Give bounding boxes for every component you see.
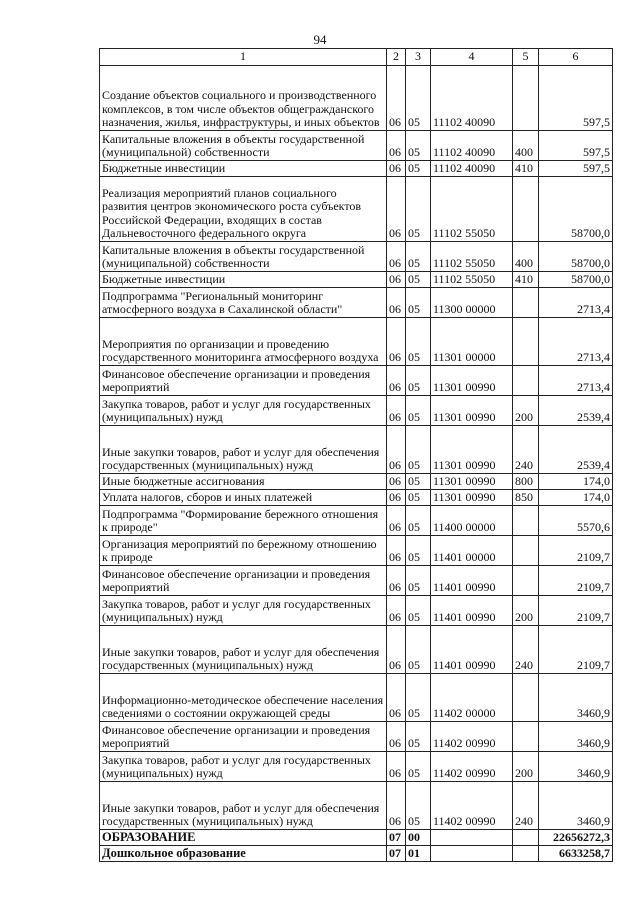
row-section-code: 06 <box>387 272 406 288</box>
row-target-article: 11402 00990 <box>431 782 513 830</box>
row-expense-type: 800 <box>513 474 539 490</box>
row-name: Финансовое обеспечение организации и проведения мероприятий <box>100 722 387 752</box>
row-section-code: 06 <box>387 506 406 536</box>
row-subsection-code: 05 <box>406 474 431 490</box>
row-subsection-code: 05 <box>406 161 431 177</box>
row-target-article: 11102 55050 <box>431 177 513 242</box>
header-row <box>100 49 613 66</box>
row-amount: 5570,6 <box>539 506 613 536</box>
row-amount: 2109,7 <box>539 536 613 566</box>
row-expense-type: 410 <box>513 161 539 177</box>
row-target-article: 11102 55050 <box>431 272 513 288</box>
row-amount: 3460,9 <box>539 722 613 752</box>
row-expense-type: 240 <box>513 426 539 474</box>
row-amount: 2109,7 <box>539 596 613 626</box>
row-subsection-code: 05 <box>406 272 431 288</box>
page-number: 94 <box>313 32 327 47</box>
row-expense-type: 200 <box>513 396 539 426</box>
row-name: Иные закупки товаров, работ и услуг для обеспечения государственных (муниципальных) нужд <box>100 782 387 830</box>
header-col-section: 2 <box>387 49 406 66</box>
row-expense-type: 240 <box>513 626 539 674</box>
row-subsection-code: 05 <box>406 626 431 674</box>
row-target-article: 11102 40090 <box>431 66 513 131</box>
row-expense-type: 850 <box>513 490 539 506</box>
row-section-code: 06 <box>387 177 406 242</box>
row-target-article: 11401 00000 <box>431 536 513 566</box>
row-amount: 597,5 <box>539 131 613 161</box>
row-name: Закупка товаров, работ и услуг для государственных (муниципальных) нужд <box>100 596 387 626</box>
row-section-code: 06 <box>387 490 406 506</box>
row-target-article: 11400 00000 <box>431 506 513 536</box>
row-name: Бюджетные инвестиции <box>100 161 387 177</box>
row-name: Финансовое обеспечение организации и проведения мероприятий <box>100 566 387 596</box>
table-row <box>100 474 613 490</box>
row-section-code: 06 <box>387 474 406 490</box>
row-name: Мероприятия по организации и проведению государственного мониторинга атмосферного воздуха <box>100 318 387 366</box>
row-target-article: 11301 00990 <box>431 366 513 396</box>
row-section-code: 06 <box>387 161 406 177</box>
row-section-code: 06 <box>387 596 406 626</box>
row-amount: 597,5 <box>539 161 613 177</box>
row-expense-type <box>513 177 539 242</box>
row-amount: 597,5 <box>539 66 613 131</box>
table-row <box>100 396 613 426</box>
row-section-code: 06 <box>387 131 406 161</box>
table-row <box>100 566 613 596</box>
row-name: Иные закупки товаров, работ и услуг для обеспечения государственных (муниципальных) нужд <box>100 626 387 674</box>
header-col-expense-type: 5 <box>513 49 539 66</box>
row-name: Иные закупки товаров, работ и услуг для обеспечения государственных (муниципальных) нужд <box>100 426 387 474</box>
row-name: Подпрограмма "Формирование бережного отношения к природе" <box>100 506 387 536</box>
table-row <box>100 161 613 177</box>
table-row <box>100 177 613 242</box>
row-subsection-code: 05 <box>406 596 431 626</box>
row-subsection-code: 05 <box>406 288 431 318</box>
row-amount: 2713,4 <box>539 366 613 396</box>
row-amount: 58700,0 <box>539 177 613 242</box>
row-target-article <box>431 830 513 846</box>
row-name: Подпрограмма "Региональный мониторинг атмосферного воздуха в Сахалинской области" <box>100 288 387 318</box>
row-section-code: 06 <box>387 782 406 830</box>
row-amount: 174,0 <box>539 474 613 490</box>
row-expense-type <box>513 566 539 596</box>
row-name: Информационно-методическое обеспечение населения сведениями о состоянии окружающей среды <box>100 674 387 722</box>
table-row <box>100 288 613 318</box>
table-row <box>100 536 613 566</box>
row-subsection-code: 05 <box>406 506 431 536</box>
row-expense-type <box>513 722 539 752</box>
row-target-article: 11401 00990 <box>431 596 513 626</box>
row-section-code: 06 <box>387 66 406 131</box>
row-subsection-code: 05 <box>406 426 431 474</box>
header-col-amount: 6 <box>539 49 613 66</box>
row-amount: 2539,4 <box>539 396 613 426</box>
table-row <box>100 674 613 722</box>
row-amount: 2713,4 <box>539 288 613 318</box>
row-name: Капитальные вложения в объекты государственной (муниципальной) собственности <box>100 131 387 161</box>
row-section-code: 06 <box>387 396 406 426</box>
row-section-code: 06 <box>387 366 406 396</box>
table-row <box>100 782 613 830</box>
budget-table <box>99 48 613 862</box>
row-expense-type: 200 <box>513 596 539 626</box>
row-amount: 3460,9 <box>539 674 613 722</box>
row-section-code: 06 <box>387 288 406 318</box>
row-target-article: 11402 00990 <box>431 752 513 782</box>
row-amount: 22656272,3 <box>539 830 613 846</box>
row-subsection-code: 05 <box>406 131 431 161</box>
table-row <box>100 722 613 752</box>
row-target-article <box>431 846 513 862</box>
row-subsection-code: 05 <box>406 177 431 242</box>
table-row <box>100 490 613 506</box>
header-col-target-article: 4 <box>431 49 513 66</box>
row-subsection-code: 05 <box>406 318 431 366</box>
row-subsection-code: 05 <box>406 366 431 396</box>
row-target-article: 11401 00990 <box>431 626 513 674</box>
row-name: ОБРАЗОВАНИЕ <box>100 830 387 846</box>
row-name: Бюджетные инвестиции <box>100 272 387 288</box>
row-expense-type <box>513 318 539 366</box>
row-name: Организация мероприятий по бережному отношению к природе <box>100 536 387 566</box>
row-section-code: 06 <box>387 566 406 596</box>
row-section-code: 06 <box>387 426 406 474</box>
row-subsection-code: 05 <box>406 722 431 752</box>
table-row <box>100 596 613 626</box>
row-subsection-code: 05 <box>406 674 431 722</box>
table-row <box>100 752 613 782</box>
row-expense-type <box>513 830 539 846</box>
row-amount: 2713,4 <box>539 318 613 366</box>
row-target-article: 11301 00000 <box>431 318 513 366</box>
row-section-code: 07 <box>387 830 406 846</box>
row-subsection-code: 05 <box>406 490 431 506</box>
row-amount: 3460,9 <box>539 782 613 830</box>
row-expense-type <box>513 66 539 131</box>
row-amount: 58700,0 <box>539 242 613 272</box>
row-target-article: 11402 00000 <box>431 674 513 722</box>
row-name: Создание объектов социального и производственного комплексов, в том числе объектов общегражданского назначения, жилья, инфраструктуры, и иных объектов <box>100 66 387 131</box>
row-amount: 6633258,7 <box>539 846 613 862</box>
row-subsection-code: 05 <box>406 782 431 830</box>
row-subsection-code: 05 <box>406 566 431 596</box>
table-row <box>100 366 613 396</box>
row-expense-type <box>513 846 539 862</box>
row-expense-type: 410 <box>513 272 539 288</box>
row-target-article: 11301 00990 <box>431 474 513 490</box>
table-row <box>100 318 613 366</box>
row-subsection-code: 05 <box>406 752 431 782</box>
row-name: Закупка товаров, работ и услуг для государственных (муниципальных) нужд <box>100 396 387 426</box>
table-row <box>100 272 613 288</box>
row-expense-type <box>513 506 539 536</box>
row-amount: 2109,7 <box>539 626 613 674</box>
row-amount: 58700,0 <box>539 272 613 288</box>
table-row <box>100 846 613 862</box>
row-expense-type <box>513 674 539 722</box>
row-section-code: 06 <box>387 722 406 752</box>
row-name: Дошкольное образование <box>100 846 387 862</box>
row-name: Реализация мероприятий планов социального развития центров экономического роста субъектов Российской Федерации, входящих в состав Дальневосточного федерального округа <box>100 177 387 242</box>
row-section-code: 06 <box>387 674 406 722</box>
row-expense-type <box>513 366 539 396</box>
table-row <box>100 830 613 846</box>
row-expense-type: 400 <box>513 131 539 161</box>
row-section-code: 06 <box>387 626 406 674</box>
row-section-code: 07 <box>387 846 406 862</box>
row-amount: 174,0 <box>539 490 613 506</box>
table-row <box>100 242 613 272</box>
row-name: Уплата налогов, сборов и иных платежей <box>100 490 387 506</box>
row-target-article: 11102 40090 <box>431 131 513 161</box>
row-target-article: 11401 00990 <box>431 566 513 596</box>
row-amount: 3460,9 <box>539 752 613 782</box>
table-row <box>100 131 613 161</box>
row-target-article: 11102 40090 <box>431 161 513 177</box>
table-row <box>100 626 613 674</box>
row-section-code: 06 <box>387 536 406 566</box>
row-amount: 2109,7 <box>539 566 613 596</box>
row-section-code: 06 <box>387 318 406 366</box>
row-subsection-code: 05 <box>406 396 431 426</box>
row-target-article: 11301 00990 <box>431 426 513 474</box>
row-target-article: 11301 00990 <box>431 490 513 506</box>
row-name: Финансовое обеспечение организации и проведения мероприятий <box>100 366 387 396</box>
header-col-name: 1 <box>100 49 387 66</box>
row-subsection-code: 00 <box>406 830 431 846</box>
row-subsection-code: 05 <box>406 66 431 131</box>
row-subsection-code: 01 <box>406 846 431 862</box>
row-subsection-code: 05 <box>406 536 431 566</box>
table-row <box>100 506 613 536</box>
row-name: Капитальные вложения в объекты государственной (муниципальной) собственности <box>100 242 387 272</box>
row-expense-type: 400 <box>513 242 539 272</box>
row-target-article: 11402 00990 <box>431 722 513 752</box>
table-row <box>100 426 613 474</box>
row-section-code: 06 <box>387 242 406 272</box>
table-row <box>100 66 613 131</box>
row-expense-type <box>513 288 539 318</box>
row-expense-type: 240 <box>513 782 539 830</box>
row-section-code: 06 <box>387 752 406 782</box>
row-target-article: 11102 55050 <box>431 242 513 272</box>
row-name: Закупка товаров, работ и услуг для государственных (муниципальных) нужд <box>100 752 387 782</box>
row-expense-type <box>513 536 539 566</box>
row-expense-type: 200 <box>513 752 539 782</box>
row-subsection-code: 05 <box>406 242 431 272</box>
row-amount: 2539,4 <box>539 426 613 474</box>
row-target-article: 11300 00000 <box>431 288 513 318</box>
header-col-subsection: 3 <box>406 49 431 66</box>
row-name: Иные бюджетные ассигнования <box>100 474 387 490</box>
row-target-article: 11301 00990 <box>431 396 513 426</box>
